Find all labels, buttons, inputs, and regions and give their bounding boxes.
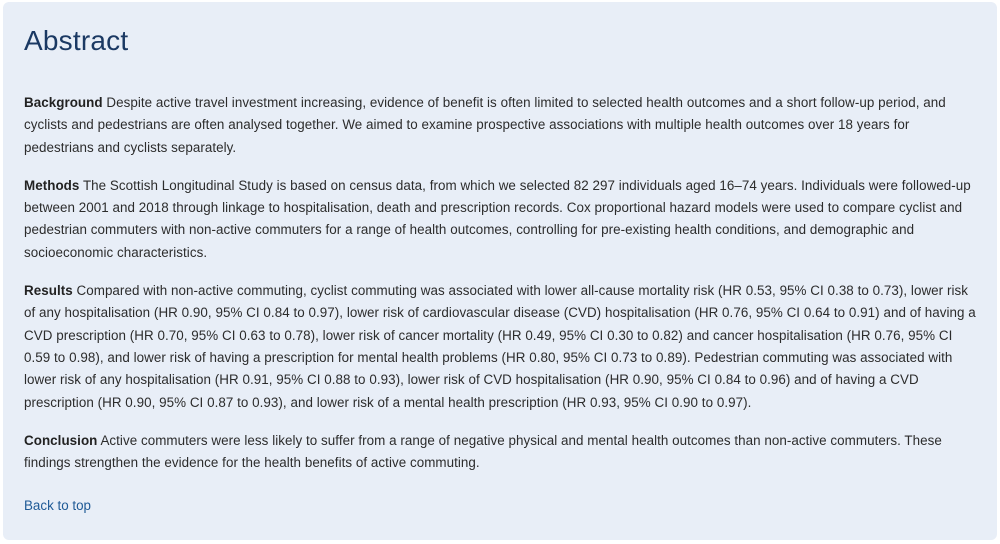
section-text-background: Despite active travel investment increasing, evidence of benefit is often limited to selected health outcomes and a short follow-up period, and cyclists and pedestrians are often analysed together. We aimed to examine prospective associations with multiple health outcomes over 18 years for pedestrians and cyclists separately.: [24, 95, 946, 155]
section-label-background: Background: [24, 95, 103, 110]
abstract-panel: [3, 2, 997, 540]
abstract-section-background: [24, 92, 977, 159]
abstract-heading: Abstract: [24, 25, 129, 56]
section-label-methods: Methods: [24, 177, 80, 193]
abstract-section-conclusion: [24, 430, 977, 475]
section-text-results: Compared with non-active commuting, cyclist commuting was associated with lower all-cause mortality risk (HR 0.53, 95% CI 0.38 to 0.73), lower risk of any hospitalisation (HR 0.90, 95% CI 0.84 to 0.97), lower risk of cardiovascular disease (CVD) hospitalisation (HR 0.76, 95% CI 0.64 to 0.91) and of having a CVD prescription (HR 0.70, 95% CI 0.63 to 0.78), lower risk of cancer mortality (HR 0.49, 95% CI 0.30 to 0.82) and cancer hospitalisation (HR 0.76, 95% CI 0.59 to 0.98), and lower risk of having a prescription for mental health problems (HR 0.80, 95% CI 0.73 to 0.89). Pedestrian commuting was associated with lower risk of any hospitalisation (HR 0.91, 95% CI 0.88 to 0.93), lower risk of CVD hospitalisation (HR 0.90, 95% CI 0.84 to 0.96) and of having a CVD prescription (HR 0.90, 95% CI 0.87 to 0.93), and lower risk of a mental health prescription (HR 0.93, 95% CI 0.90 to 0.97).: [24, 283, 976, 410]
abstract-section-methods: [24, 175, 977, 264]
abstract-section-results: [24, 280, 977, 414]
section-label-results: Results: [24, 283, 73, 299]
section-label-conclusion: Conclusion: [24, 432, 98, 448]
section-text-methods: The Scottish Longitudinal Study is based on census data, from which we selected 82 297 individuals aged 16–74 years. Individuals were followed-up between 2001 and 2018 through linkage to hospitalisation, death and prescription records. Cox proportional hazard models were used to compare cyclist and pedestrian commuters with non-active commuters for a range of health outcomes, controlling for pre-existing health conditions, and demographic and socioeconomic characteristics.: [24, 177, 971, 260]
section-text-conclusion: Active commuters were less likely to suffer from a range of negative physical and mental health outcomes than non-active commuters. These findings strengthen the evidence for the health benefits of active commuting.: [24, 432, 942, 471]
back-to-top-link[interactable]: Back to top: [24, 498, 91, 513]
